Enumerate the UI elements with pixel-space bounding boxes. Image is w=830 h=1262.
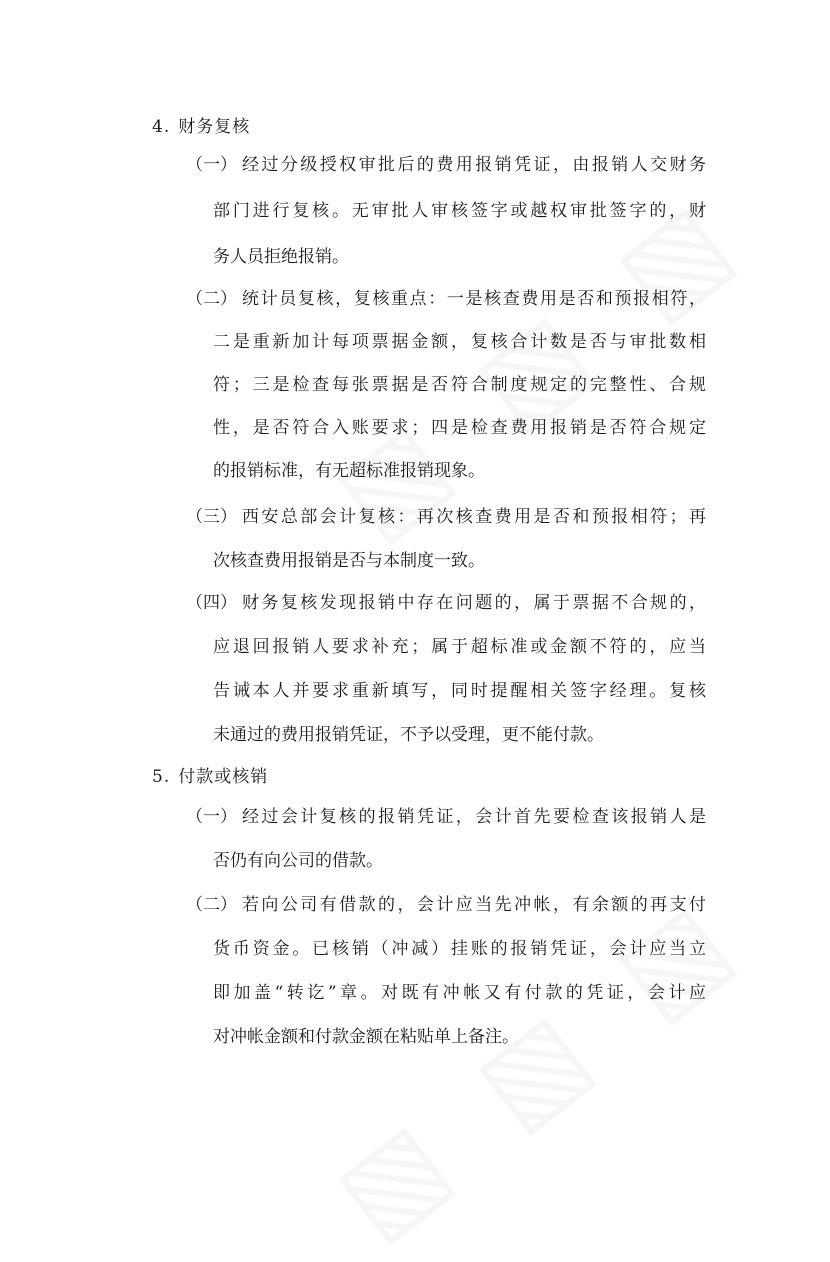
section-number: 5. bbox=[152, 767, 171, 787]
watermark bbox=[311, 166, 767, 561]
item-text-line: 部门进行复核。无审批人审核签字或越权审批签字的，财 bbox=[213, 201, 706, 221]
item-text-line: 若向公司有借款的，会计应当先冲帐，有余额的再支付 bbox=[242, 895, 706, 915]
item-text-line: 未通过的费用报销凭证，不予以受理，更不能付款。 bbox=[213, 725, 604, 745]
item-text-line: 应退回报销人要求补充；属于超标准或金额不符的，应当 bbox=[213, 637, 706, 657]
item-text-line: 务人员拒绝报销。 bbox=[213, 247, 349, 267]
item-text-line: 性，是否符合入账要求；四是检查费用报销是否符合规定 bbox=[213, 418, 706, 438]
item-text-line: 对冲帐金额和付款金额在粘贴单上备注。 bbox=[213, 1027, 519, 1047]
item-marker: （一） bbox=[186, 807, 237, 827]
watermark bbox=[311, 866, 767, 1261]
item-text-line: 否仍有向公司的借款。 bbox=[213, 851, 383, 871]
item-marker: （一） bbox=[186, 155, 237, 175]
item-marker: （二） bbox=[186, 289, 237, 309]
section-heading bbox=[152, 116, 250, 138]
section-title: 财务复核 bbox=[178, 117, 251, 137]
item-marker: （四） bbox=[186, 593, 237, 613]
section-title: 付款或核销 bbox=[178, 767, 269, 787]
item-text-line: 即加盖“转讫”章。对既有冲帐又有付款的凭证，会计应 bbox=[213, 983, 706, 1003]
item-text-line: 的报销标准，有无超标准报销现象。 bbox=[213, 461, 485, 481]
item-text-line: 财务复核发现报销中存在问题的，属于票据不合规的， bbox=[242, 593, 706, 613]
item-text-line: 次核查费用报销是否与本制度一致。 bbox=[213, 551, 485, 571]
item-marker: （二） bbox=[186, 895, 237, 915]
item-text-line: 西安总部会计复核：再次核查费用是否和预报相符；再 bbox=[242, 507, 706, 527]
item-text-line: 告诫本人并要求重新填写，同时提醒相关签字经理。复核 bbox=[213, 681, 706, 701]
item-text-line: 货币资金。已核销（冲减）挂账的报销凭证，会计应当立 bbox=[213, 939, 706, 959]
item-text-line: 经过分级授权审批后的费用报销凭证，由报销人交财务 bbox=[242, 155, 706, 175]
item-text-line: 符；三是检查每张票据是否符合制度规定的完整性、合规 bbox=[213, 375, 706, 395]
item-text-line: 统计员复核，复核重点：一是核查费用是否和预报相符， bbox=[242, 289, 706, 309]
section-number: 4. bbox=[152, 117, 171, 137]
item-text-line: 二是重新加计每项票据金额，复核合计数是否与审批数相 bbox=[213, 332, 706, 352]
section-heading bbox=[152, 766, 268, 788]
item-text-line: 经过会计复核的报销凭证，会计首先要检查该报销人是 bbox=[242, 807, 706, 827]
item-marker: （三） bbox=[186, 507, 237, 527]
